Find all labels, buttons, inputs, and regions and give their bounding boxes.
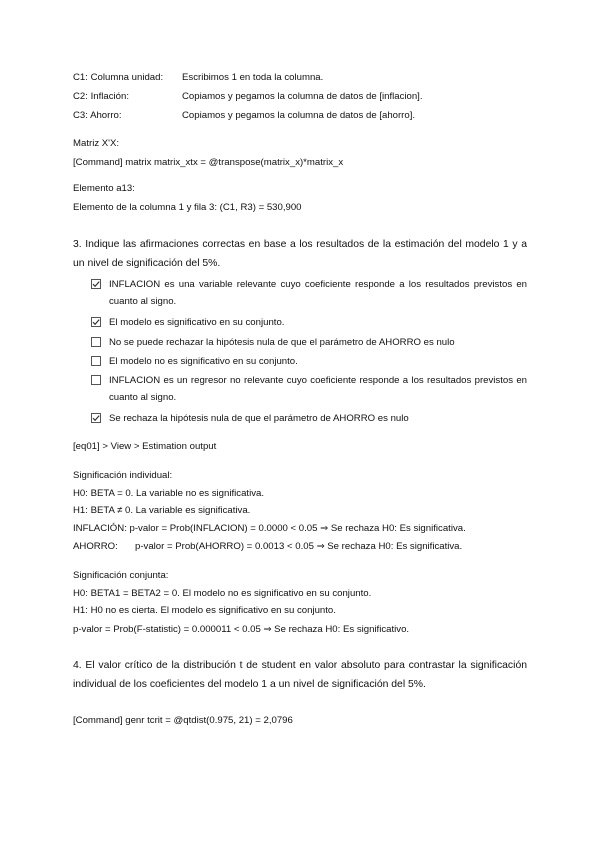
q3-option-text: Se rechaza la hipótesis nula de que el parámetro de AHORRO es nulo (109, 413, 409, 424)
variable-label: C2: Inflación: (73, 91, 129, 102)
ahorro-pvalor: p-valor = Prob(AHORRO) = 0.0013 < 0.05 ⇒ Se rechaza H0: Es significativa. (135, 541, 463, 552)
individual-h0: H0: BETA = 0. La variable no es significativa. (73, 488, 264, 499)
q4-command: [Command] genr tcrit = @qtdist(0.975, 21) = 2,0796 (73, 715, 293, 726)
checkbox-checked-icon[interactable] (91, 279, 101, 289)
individual-inflacion: INFLACIÓN: p-valor = Prob(INFLACION) = 0.0000 < 0.05 ⇒ Se rechaza H0: Es significativa. (73, 523, 466, 534)
eq-path: [eq01] > View > Estimation output (73, 441, 217, 452)
q3-option-text: No se puede rechazar la hipótesis nula de que el parámetro de AHORRO es nulo (109, 337, 455, 348)
checkbox-icon[interactable] (91, 356, 101, 366)
variable-label: C3: Ahorro: (73, 110, 122, 121)
q3-option-text: El modelo es significativo en su conjunto. (109, 317, 285, 328)
individual-ahorro-line (73, 541, 462, 553)
checkbox-icon[interactable] (91, 337, 101, 347)
q3-option-text: El modelo no es significativo en su conjunto. (109, 356, 298, 367)
conjunta-h1: H1: H0 no es cierta. El modelo es significativo en su conjunto. (73, 605, 336, 616)
element-text: Elemento de la columna 1 y fila 3: (C1, R3) = 530,900 (73, 202, 302, 213)
element-label: Elemento a13: (73, 183, 135, 194)
individual-h1: H1: BETA ≠ 0. La variable es significativa. (73, 505, 251, 516)
variable-description: Escribimos 1 en toda la columna. (182, 72, 324, 83)
matrix-command: [Command] matrix matrix_xtx = @transpose(matrix_x)*matrix_x (73, 157, 344, 168)
matrix-label: Matriz X'X: (73, 138, 120, 149)
variable-line-c3 (73, 110, 415, 122)
question-3: 3. Indique las afirmaciones correctas en base a los resultados de la estimación del modelo 1 y a un nivel de significación del 5%. (73, 239, 527, 269)
question-4: 4. El valor crítico de la distribución t de student en valor absoluto para contrastar la significación individual de los coeficientes del modelo 1 a un nivel de significación del 5%. (73, 660, 527, 690)
variable-label: C1: Columna unidad: (73, 72, 164, 83)
checkbox-checked-icon[interactable] (91, 413, 101, 423)
variable-line-c2 (73, 91, 423, 103)
conjunta-h0: H0: BETA1 = BETA2 = 0. El modelo no es significativo en su conjunto. (73, 588, 372, 599)
variable-description: Copiamos y pegamos la columna de datos de [inflacion]. (182, 91, 423, 102)
variable-line-c1 (73, 72, 323, 84)
checkbox-checked-icon[interactable] (91, 317, 101, 327)
checkbox-icon[interactable] (91, 375, 101, 385)
ahorro-label: AHORRO: (73, 541, 118, 552)
q3-option-text: INFLACION es un regresor no relevante cuyo coeficiente responde a los resultados previstos en cuanto al signo. (109, 375, 527, 403)
individual-title: Significación individual: (73, 470, 173, 481)
conjunta-pvalor: p-valor = Prob(F-statistic) = 0.000011 < 0.05 ⇒ Se rechaza H0: Es significativo. (73, 624, 410, 635)
variable-description: Copiamos y pegamos la columna de datos de [ahorro]. (182, 110, 416, 121)
conjunta-title: Significación conjunta: (73, 570, 169, 581)
q3-option-text: INFLACION es una variable relevante cuyo coeficiente responde a los resultados previstos en cuanto al signo. (109, 279, 527, 307)
